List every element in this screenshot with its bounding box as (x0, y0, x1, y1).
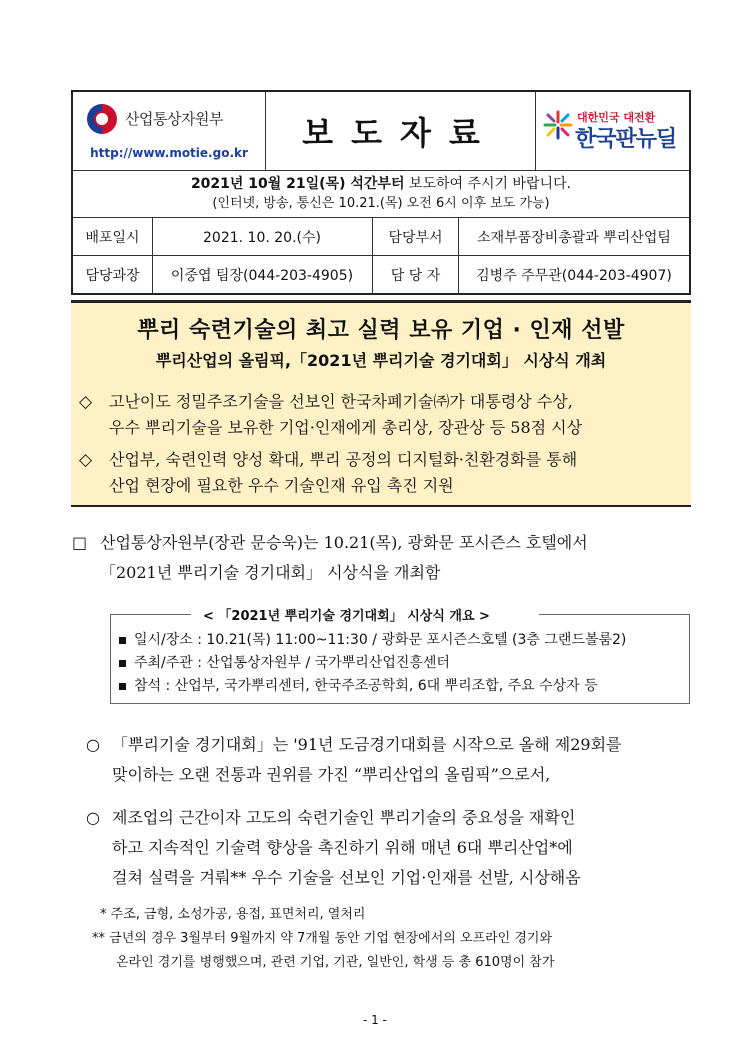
ministry-name: 산업통상자원부 (125, 110, 223, 128)
ceremony-overview-box (110, 609, 690, 704)
ministry-logo (73, 92, 265, 170)
overview-title: < 「2021년 뿌리기술 경기대회」 시상식 개요 > (199, 605, 494, 624)
p2-line-3: 걸쳐 실력을 겨뤄** 우수 기술을 선보인 기업·인재를 선발, 시상해옴 (112, 868, 581, 887)
department-label: 담당부서 (388, 229, 443, 246)
p2-line-1: 제조업의 근간이자 고도의 숙련기술인 뿌리기술의 중요성을 재확인 (112, 808, 576, 827)
bullet-square-icon (119, 637, 126, 644)
summary-bullet-2-line-1: 산업부, 숙련인력 양성 확대, 뿌리 공정의 디지털화·친환경화를 통해 (109, 450, 578, 469)
square-marker-icon: □ (72, 533, 88, 552)
overview-item-datetime: 일시/장소 : 10.21(목) 11:00~11:30 / 광화문 포시즌스호텔 (3층 그랜드볼룸2) (119, 630, 626, 650)
subheadline: 뿌리산업의 올림픽,「2021년 뿌리기술 경기대회」 시상식 개최 (155, 351, 607, 370)
footnote-participation-line-1: ** 금년의 경우 3월부터 9월까지 약 7개월 동안 기업 현장에서의 오프라인 경기와 (92, 931, 553, 946)
circle-marker-icon: ○ (86, 735, 100, 754)
p1-line-2: 맞이하는 오랜 전통과 권위를 가진 “뿌리산업의 올림픽”으로서, (112, 765, 551, 784)
release-date-label: 배포일시 (85, 229, 140, 246)
staff-value: 김병주 주무관(044-203-4907) (476, 268, 672, 284)
headline: 뿌리 숙련기술의 최고 실력 보유 기업 · 인재 선발 (137, 318, 625, 343)
bullet-square-icon (119, 683, 126, 690)
embargo-date: 2021년 10월 21일(목) 석간부터 (190, 176, 405, 192)
korean-new-deal-logo (535, 92, 689, 170)
p1-line-1: 「뿌리기술 경기대회」는 '91년 도금경기대회를 시작으로 올해 제29회를 (112, 735, 622, 754)
new-deal-tagline: 대한민국 대전환 (577, 111, 656, 124)
footnote-participation-line-2: 온라인 경기를 병행했으며, 관련 기업, 기관, 일반인, 학생 등 총 610명이 참가 (116, 955, 555, 970)
footnote-root-industries: * 주조, 금형, 소성가공, 용접, 표면처리, 열처리 (100, 907, 366, 922)
lead-line-2: 「2021년 뿌리기술 경기대회」 시상식을 개최함 (100, 563, 441, 582)
circle-marker-icon: ○ (86, 808, 100, 827)
summary-box (71, 300, 691, 507)
lead-line-1: 산업통상자원부(장관 문승욱)는 10.21(목), 광화문 포시즌스 호텔에서 (100, 533, 588, 552)
summary-bullet-1-line-1: 고난이도 정밀주조기술을 선보인 한국차폐기술㈜가 대통령상 수상, (109, 392, 573, 411)
new-deal-burst-icon (543, 110, 573, 140)
page-number: - 1 - (363, 1013, 387, 1027)
manager-label: 담당과장 (85, 268, 140, 284)
diamond-marker-icon: ◇ (79, 450, 93, 470)
summary-bullet-2-line-2: 산업 현장에 필요한 우수 기술인재 유입 촉진 지원 (109, 476, 454, 495)
manager-value: 이중엽 팀장(044-203-4905) (170, 268, 354, 284)
department-value: 소재부품장비총괄과 뿌리산업팀 (477, 229, 671, 246)
release-date-value: 2021. 10. 20.(수) (203, 229, 321, 246)
p2-line-2: 하고 지속적인 기술력 향상을 촉진하기 위해 매년 6대 뿌리산업*에 (112, 838, 573, 857)
new-deal-name: 한국판뉴딜 (575, 127, 677, 152)
bullet-square-icon (119, 660, 126, 667)
summary-bullet-1 (79, 389, 689, 441)
overview-item-host: 주최/주관 : 산업통상자원부 / 국가뿌리산업진흥센터 (119, 653, 450, 673)
press-release-title: 보도자료 (302, 114, 498, 152)
staff-label: 담 당 자 (390, 268, 441, 284)
government-emblem-icon (87, 104, 117, 134)
embargo-notice (73, 171, 689, 216)
embargo-text: 보도하여 주시기 바랍니다. (404, 176, 572, 192)
diamond-marker-icon: ◇ (79, 392, 93, 412)
embargo-online-note: (인터넷, 방송, 통신은 10.21.(목) 오전 6시 이후 보도 가능) (212, 196, 550, 211)
overview-item-attendees: 참석 : 산업부, 국가뿌리센터, 한국주조공학회, 6대 뿌리조합, 주요 수상자 등 (119, 676, 598, 696)
press-header-table (71, 90, 691, 295)
summary-bullet-1-line-2: 우수 뿌리기술을 보유한 기업·인재에게 총리상, 장관상 등 58점 시상 (109, 418, 583, 437)
ministry-url-link[interactable]: http://www.motie.go.kr (90, 146, 248, 160)
summary-bullet-2 (79, 447, 689, 499)
